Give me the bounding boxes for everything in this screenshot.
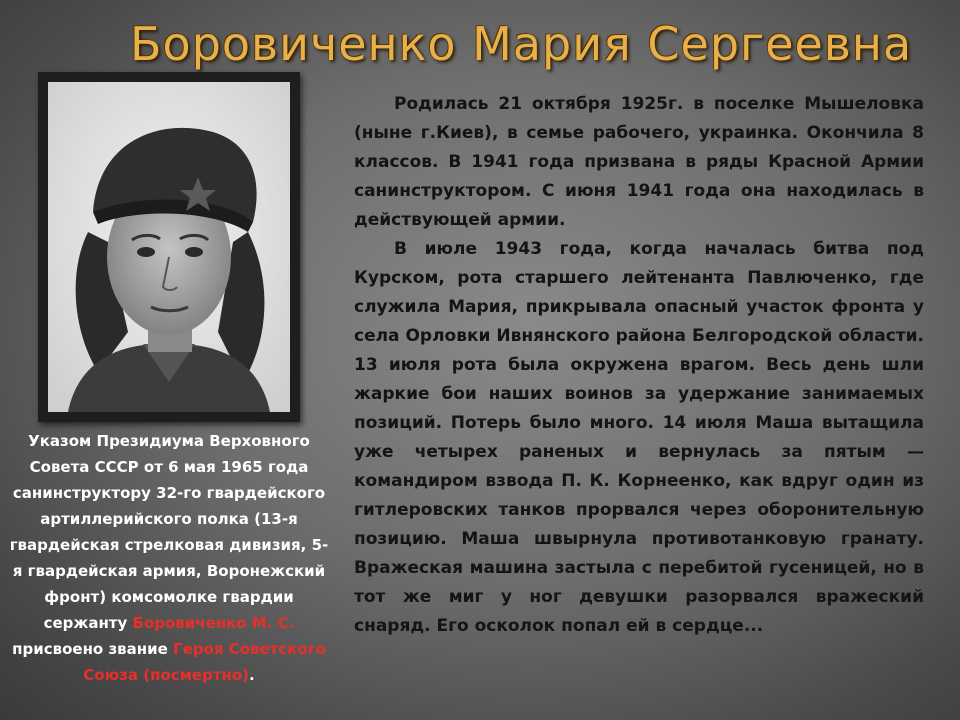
portrait-frame — [38, 72, 300, 422]
caption-text-3: . — [249, 666, 255, 684]
portrait-photo-icon — [48, 82, 290, 412]
biography-paragraph-1: Родилась 21 октября 1925г. в поселке Мышеловка (ныне г.Киев), в семье рабочего, украинка. Окончила 8 классов. В 1941 года призвана в ряды Красной Армии санинструктором. С июня 1941 года она находилась в действующей армии. — [354, 94, 924, 230]
caption-name-highlight: Боровиченко М. С. — [132, 614, 295, 632]
biography-text — [354, 90, 924, 641]
caption-text-2: присвоено звание — [12, 640, 174, 658]
caption-text-1: Указом Президиума Верховного Совета СССР от 6 мая 1965 года санинструктору 32-го гвардейского артиллерийского полка (13-я гвардейская стрелковая дивизия, 5-я гвардейская армия, Воронежский фронт) комсомолке гвардии сержанту — [9, 432, 329, 632]
biography-paragraph-2: В июле 1943 года, когда началась битва под Курском, рота старшего лейтенанта Павлюченко, где служила Мария, прикрывала опасный участок фронта у села Орловки Ивнянского района Белгородской области. 13 июля рота была окружена врагом. Весь день шли жаркие бои наших воинов за удержание занимаемых позиций. Потерь было много. 14 июля Маша вытащила уже четырех раненых и вернулась за пятым — командиром взвода П. К. Корнеенко, как вдруг один из гитлеровских танков прорвался через оборонительную позицию. Маша швырнула противотанковую гранату. Вражеская машина застыла с перебитой гусеницей, но в тот же миг у ног девушки разорвался вражеский снаряд. Его осколок попал ей в сердце... — [354, 239, 924, 636]
caption-title-highlight: Героя Советского Союза (посмертно) — [83, 640, 326, 684]
slide-title: Боровиченко Мария Сергеевна — [130, 17, 913, 71]
award-caption — [6, 428, 332, 688]
